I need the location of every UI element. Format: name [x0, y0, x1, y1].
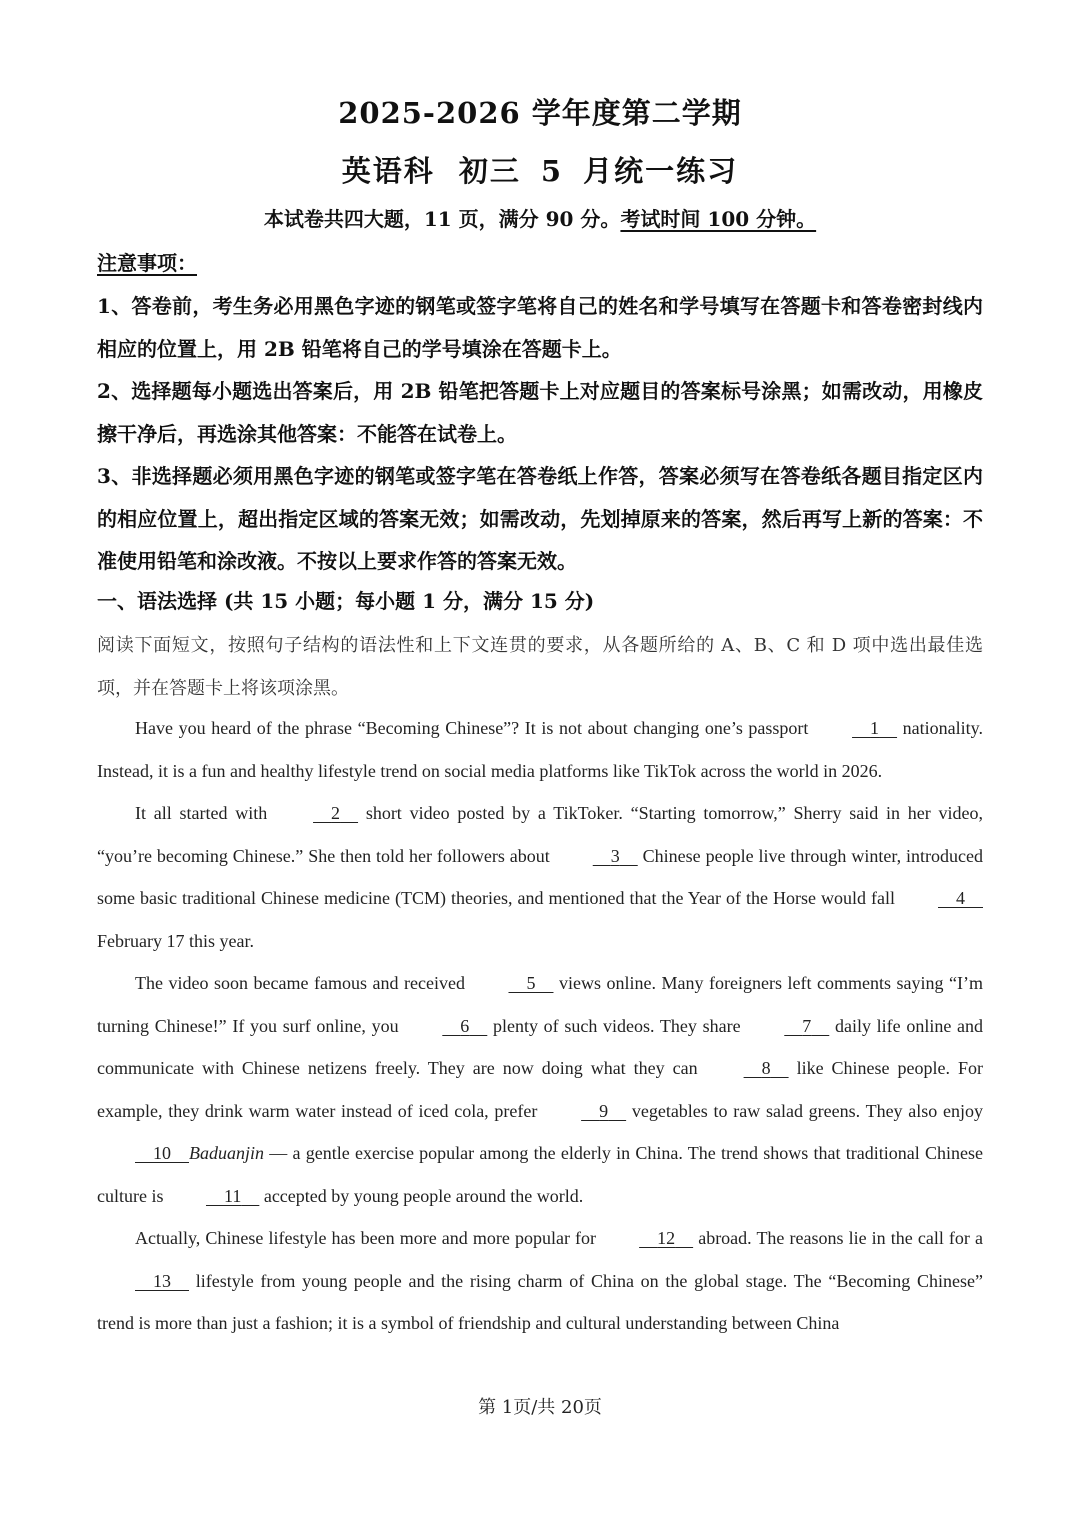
blank-8: 8 — [761, 1058, 771, 1078]
exam-info-duration: 考试时间 100 分钟。 — [620, 207, 817, 231]
blank-1: 1 — [870, 718, 880, 738]
blank-2: 2 — [331, 803, 341, 823]
exam-title-term: 2025-2026 学年度第二学期 — [338, 96, 742, 130]
note-item: 1、答卷前，考生务必用黑色字迹的钢笔或签字笔将自己的姓名和学号填写在答题卡和答卷密封线内相应的位置上，用 2B 铅笔将自己的学号填涂在答题卡上。 — [97, 294, 983, 361]
page-number: 第 1页/共 20页 — [478, 1397, 602, 1418]
section-instruction: 阅读下面短文，按照句子结构的语法性和上下文连贯的要求，从各题所给的 A、B、C 和 D 项中选出最佳选项，并在答题卡上将该项涂黑。 — [97, 635, 983, 699]
blank-13: 13 — [153, 1270, 171, 1291]
blank-9: 9 — [599, 1100, 609, 1121]
notes-list — [97, 285, 983, 583]
blank-3: 3 — [610, 845, 620, 866]
blank-5: 5 — [526, 973, 536, 993]
blank-11: 11 — [223, 1185, 242, 1206]
blank-12: 12 — [657, 1228, 676, 1248]
blank-6: 6 — [460, 1015, 470, 1036]
exam-info-pages-score: 本试卷共四大题，11 页，满分 90 分。 — [263, 207, 621, 231]
section-title: 一、语法选择 (共 15 小题；每小题 1 分，满分 15 分) — [97, 589, 595, 613]
baduanjin-term: Baduanjin — [189, 1143, 264, 1163]
reading-passage — [97, 707, 983, 1345]
passage-paragraph: It all started with 2 short video posted by a TikToker. “Starting tomorrow,” Sherry said in her video, “you’re becoming Chinese.” She then told her followers about 3 Chinese people live through winter, introduced some basic traditional Chinese medicine (TCM) theories, and mentioned that the Year of the Horse would fall 4 February 17 this year. — [97, 792, 983, 962]
note-item: 2、选择题每小题选出答案后，用 2B 铅笔把答题卡上对应题目的答案标号涂黑；如需改动，用橡皮擦干净后，再选涂其他答案：不能答在试卷上。 — [97, 379, 983, 446]
blank-7: 7 — [802, 1015, 812, 1036]
passage-paragraph: Actually, Chinese lifestyle has been more and more popular for 12 abroad. The reasons lie in the call for a 13 lifestyle from young people and the rising charm of China on the global stage. The “Becoming Chinese” trend is more than just a fashion; it is a symbol of friendship and cultural understanding between China — [97, 1217, 983, 1345]
blank-4: 4 — [956, 888, 965, 908]
grade-exam-label: 初三 5 月统一练习 — [458, 154, 739, 188]
passage-paragraph: The video soon became famous and received 5 views online. Many foreigners left comments saying “I’m turning Chinese!” If you surf online, you 6 plenty of such videos. They share 7 daily life online and communicate with Chinese netizens freely. They are now doing what they can 8 like Chinese people. For example, they drink warm water instead of iced cola, prefer 9 vegetables to raw salad greens. They also enjoy 10 Baduanjin — a gentle exercise popular among the elderly in China. The trend shows that traditional Chinese culture is 11 accepted by young people around the world. — [97, 962, 983, 1217]
subject-label: 英语科 — [341, 154, 435, 188]
blank-10: 10 — [153, 1143, 171, 1163]
notes-heading: 注意事项： — [97, 251, 197, 275]
note-item: 3、非选择题必须用黑色字迹的钢笔或签字笔在答卷纸上作答，答案必须写在答卷纸各题目指定区内的相应位置上，超出指定区域的答案无效；如需改动，先划掉原来的答案，然后再写上新的答案：不准使用铅笔和涂改液。不按以上要求作答的答案无效。 — [97, 464, 983, 573]
exam-title-subject — [0, 149, 1080, 190]
passage-paragraph: Have you heard of the phrase “Becoming Chinese”? It is not about changing one’s passport 1 nationality. Instead, it is a fun and healthy lifestyle trend on social media platforms like TikTok across the world in 2026. — [97, 707, 983, 792]
exam-info — [0, 203, 1080, 232]
